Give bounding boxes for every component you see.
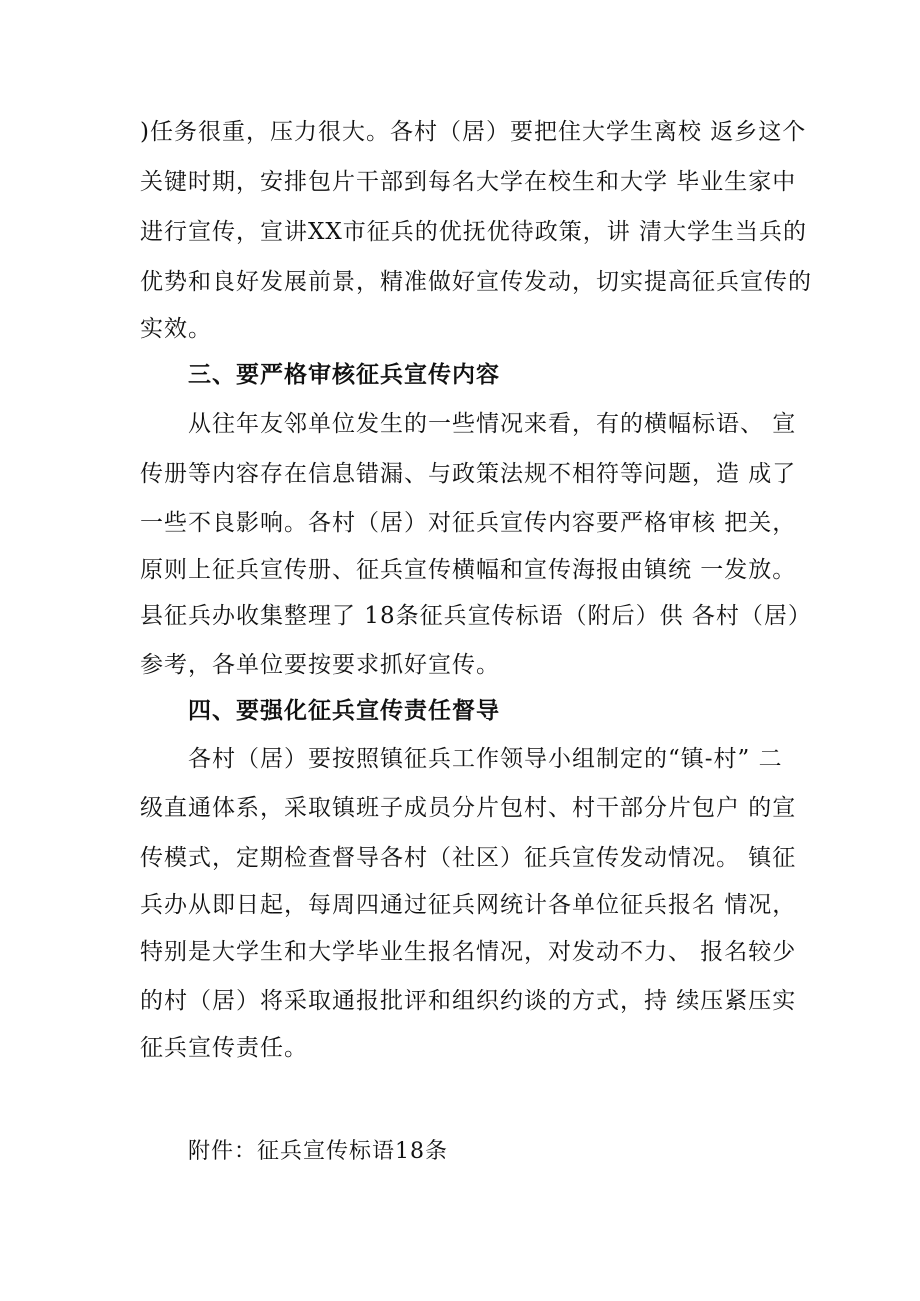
paragraph-line: 兵办从即日起，每周四通过征兵网统计各单位征兵报名 情况，	[140, 892, 797, 918]
paragraph-line: 征兵宣传责任。	[140, 1035, 308, 1061]
paragraph-line: )任务很重，压力很大。各村（居）要把住大学生离校 返乡这个	[140, 119, 807, 145]
paragraph-line: 从往年友邻单位发生的一些情况来看，有的横幅标语、 宣	[188, 411, 797, 437]
paragraph-line: 参考，各单位要按要求抓好宣传。	[140, 652, 500, 678]
paragraph-line: 特别是大学生和大学毕业生报名情况，对发动不力、 报名较少	[140, 939, 797, 965]
section-3-heading: 三、要严格审核征兵宣传内容	[188, 362, 500, 388]
paragraph-line: 优势和良好发展前景，精准做好宣传发动，切实提高征兵宣传的	[140, 269, 812, 295]
section-4-heading: 四、要强化征兵宣传责任督导	[188, 698, 500, 724]
paragraph-line: 级直通体系，采取镇班子成员分片包村、村干部分片包户 的宣	[140, 795, 797, 821]
paragraph-line: 原则上征兵宣传册、征兵宣传横幅和宣传海报由镇统 一发放。	[140, 557, 797, 583]
paragraph-line: 一些不良影响。各村（居）对征兵宣传内容要严格审核 把关，	[140, 510, 797, 536]
paragraph-line: 进行宣传，宣讲XX市征兵的优抚优待政策，讲 清大学生当兵的	[140, 219, 808, 245]
paragraph-line: 传模式，定期检查督导各村（社区）征兵宣传发动情况。 镇征	[140, 845, 797, 871]
paragraph-line: 各村（居）要按照镇征兵工作领导小组制定的“镇-村” 二	[188, 746, 783, 772]
paragraph-line: 关键时期，安排包片干部到每名大学在校生和大学 毕业生家中	[140, 169, 797, 195]
paragraph-line: 实效。	[140, 316, 212, 342]
paragraph-line: 县征兵办收集整理了 18条征兵宣传标语（附后）供 各村（居）	[140, 603, 812, 629]
paragraph-line: 传册等内容存在信息错漏、与政策法规不相符等问题，造 成了	[140, 461, 797, 487]
paragraph-line: 的村（居）将采取通报批评和组织约谈的方式，持 续压紧压实	[140, 988, 797, 1014]
attachment-note: 附件：征兵宣传标语18条	[188, 1139, 448, 1164]
